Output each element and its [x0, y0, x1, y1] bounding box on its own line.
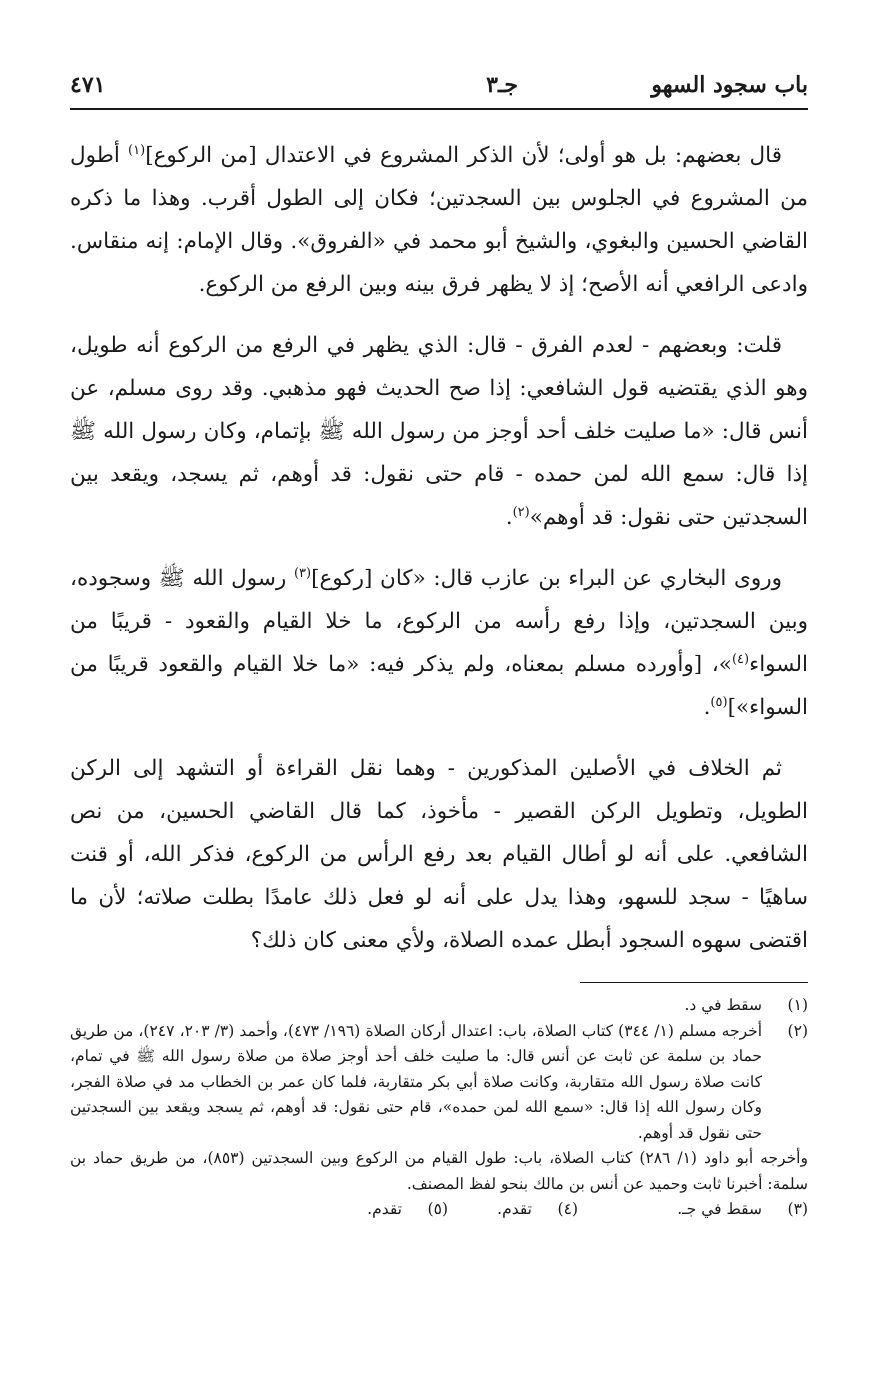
footnote-4 [448, 1197, 578, 1223]
paragraph-2-text-a: قلت: وبعضهم - لعدم الفرق - قال: الذي يظهر في الرفع من الركوع أنه طويل، وهو الذي يقتضيه قول الشافعي: إذا صح الحديث فهو مذهبي. وقد روى مسلم، عن أنس قال: «ما صليت خلف أحد أوجز من رسول الله ﷺ بإتمام، وكان رسول الله ﷺ إذا قال: سمع الله لمن حمده - قام حتى نقول: قد أوهم، ثم يسجد، ويقعد بين السجدتين حتى نقول: قد أوهم» [70, 333, 808, 530]
paragraph-3-text-c: »، [وأورده مسلم بمعناه، ولم يذكر فيه: «ما خلا القيام والقعود قريبًا من السواء»] [70, 652, 808, 720]
footnote-body [70, 1019, 762, 1147]
footnote-2-paragraph-2: وأخرجه أبو داود (١/ ٢٨٦) كتاب الصلاة، باب: طول القيام من الركوع وبين السجدتين (٨٥٣)، من طريق حماد بن سلمة: أخبرنا ثابت وحميد عن أنس بن مالك بنحو لفظ المصنف. [70, 1149, 808, 1193]
footnote-ref-2: (٢) [512, 504, 530, 520]
footnote-number: (٥) [427, 1200, 448, 1218]
paragraph-1-text-b: أطول من المشروع في الجلوس بين السجدتين؛ فكان إلى الطول أقرب. وهذا ما ذكره القاضي الحسين والبغوي، والشيخ أبو محمد في «الفروق». وقال الإمام: إنه منقاس. وادعى الرافعي أنه الأصح؛ إذ لا يظهر فرق بينه وبين الرفع من الركوع. [70, 143, 808, 297]
footnote-ref-5: (٥) [710, 694, 728, 710]
volume-label: جـ٣ [486, 72, 518, 98]
footnote-5 [318, 1197, 448, 1223]
footnote-number: (٣) [787, 1200, 808, 1218]
paragraph-3-text-d: . [703, 695, 711, 720]
footnote-1 [70, 993, 808, 1019]
footnote-text: تقدم. [367, 1200, 402, 1218]
paragraph-2 [70, 324, 808, 539]
footnote-body [70, 1146, 808, 1197]
paragraph-1-text-a: قال بعضهم: بل هو أولى؛ لأن الذكر المشروع في الاعتدال [من الركوع] [145, 143, 782, 168]
paragraph-3 [70, 557, 808, 729]
chapter-title: باب سجود السهو [651, 72, 808, 98]
footnote-ref-1: (١) [128, 142, 146, 158]
footnote-number: (٤) [557, 1200, 578, 1218]
paragraph-1 [70, 134, 808, 306]
header-rule [70, 108, 808, 110]
footnote-ref-4: (٤) [731, 651, 750, 667]
footnote-number: (٢) [787, 1021, 808, 1040]
running-header [70, 70, 808, 106]
book-page [70, 70, 808, 1218]
paragraph-3-text-a: وروى البخاري عن البراء بن عازب قال: «كان [ركوع] [311, 566, 783, 591]
footnote-row-3-5 [70, 1197, 808, 1223]
footnote-3 [578, 1197, 808, 1223]
paragraph-3-text-b: رسول الله ﷺ وسجوده، وبين السجدتين، وإذا رفع رأسه من الركوع، ما خلا القيام والقعود - قريبًا من السواء [70, 566, 808, 677]
footnote-2 [70, 1019, 808, 1147]
page-number: ٤٧١ [70, 72, 106, 98]
footnote-separator [580, 982, 808, 983]
main-text [70, 134, 808, 980]
paragraph-4: ثم الخلاف في الأصلين المذكورين - وهما نقل القراءة أو التشهد إلى الركن الطويل، وتطويل الركن القصير - مأخوذ، كما قال القاضي الحسين، من نص الشافعي. على أنه لو أطال القيام بعد رفع الرأس من الركوع، فذكر الله، أو قنت ساهيًا - سجد للسهو، وهذا يدل على أنه لو فعل ذلك عامدًا بطلت صلاته؛ لأن ما اقتضى سهوه السجود أبطل عمده الصلاة، ولأي معنى كان ذلك؟ [70, 756, 808, 953]
footnote-ref-3: (٣) [293, 565, 312, 581]
footnote-2-continued [70, 1146, 808, 1197]
footnote-text: سقط في د. [684, 996, 762, 1014]
footnote-number: (١) [787, 996, 808, 1014]
footnote-2-paragraph-1: أخرجه مسلم (١/ ٣٤٤) كتاب الصلاة، باب: اعتدال أركان الصلاة (١٩٦/ ٤٧٣)، وأحمد (٣/ ٢٠٣، ٢٤٧)، من طريق حماد بن سلمة عن ثابت عن أنس قال: ما صليت خلف أحد أوجز صلاة من صلاة رسول الله ﷺ في تمام، كانت صلاة رسول الله متقاربة، وكانت صلاة أبي بكر متقاربة، فلما كان عمر بن الخطاب مد في صلاة الفجر، وكان رسول الله إذا قال: «سمع الله لمن حمده»، قام حتى نقول: قد أوهم، ثم يسجد ويقعد بين السجدتين حتى نقول قد أوهم. [70, 1021, 763, 1142]
footnote-text: تقدم. [497, 1200, 532, 1218]
footnotes [70, 993, 808, 1223]
paragraph-2-text-b: . [505, 505, 513, 530]
footnote-text: سقط في جـ. [677, 1200, 762, 1218]
